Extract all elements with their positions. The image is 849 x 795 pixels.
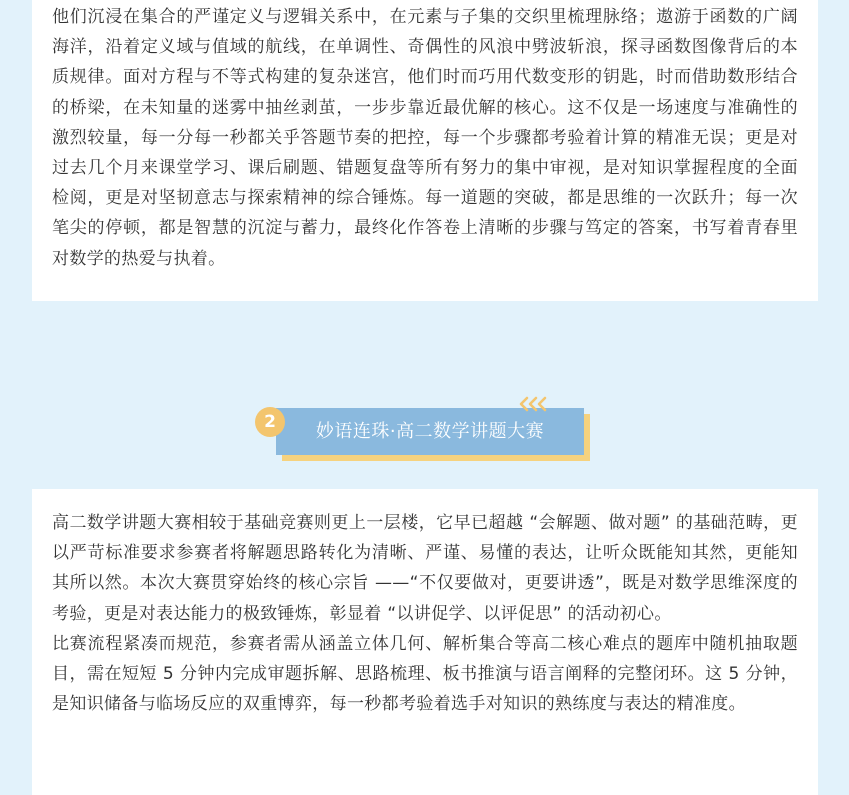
article-paragraph: 比赛流程紧凑而规范，参赛者需从涵盖立体几何、解析集合等高二核心难点的题库中随机抽取题目，需在短短 5 分钟内完成审题拆解、思路梳理、板书推演与语言阐释的完整闭环。这 5 分钟，是知识储备与临场反应的双重博弈，每一秒都考验着选手对知识的熟练度与表达的精准度。: [52, 633, 798, 715]
section-heading: [255, 396, 595, 466]
article-paragraph: 高二数学讲题大赛相较于基础竞赛则更上一层楼，它早已超越 “会解题、做对题” 的基础范畴，更以严苛标准要求参赛者将解题思路转化为清晰、严谨、易懂的表达，让听众既能知其然，更能知其所以然。本次大赛贯穿始终的核心宗旨 ——“不仅要做对，更要讲透”，既是对数学思维深度的考验，更是对表达能力的极致锤炼，彰显着 “以讲促学、以评促思” 的活动初心。: [52, 513, 798, 624]
section-heading-title: 妙语连珠·高二数学讲题大赛: [276, 408, 584, 455]
article-paragraph: 他们沉浸在集合的严谨定义与逻辑关系中，在元素与子集的交织里梳理脉络；遨游于函数的广阔海洋，沿着定义域与值域的航线，在单调性、奇偶性的风浪中劈波斩浪，探寻函数图像背后的本质规律。面对方程与不等式构建的复杂迷宫，他们时而巧用代数变形的钥匙，时而借助数形结合的桥梁，在未知量的迷雾中抽丝剥茧，一步步靠近最优解的核心。这不仅是一场速度与准确性的激烈较量，每一分每一秒都关乎答题节奏的把控，每一个步骤都考验着计算的精准无误；更是对过去几个月来课堂学习、课后刷题、错题复盘等所有努力的集中审视，是对知识掌握程度的全面检阅，更是对坚韧意志与探索精神的综合锤炼。每一道题的突破，都是思维的一次跃升；每一次笔尖的停顿，都是智慧的沉淀与蓄力，最终化作答卷上清晰的步骤与笃定的答案，书写着青春里对数学的热爱与执着。: [52, 7, 798, 269]
article-card-bottom: [32, 489, 818, 795]
article-card-top: [32, 0, 818, 301]
section-number-badge: 2: [255, 407, 285, 437]
chevrons-left-decoration-icon: [517, 396, 551, 412]
